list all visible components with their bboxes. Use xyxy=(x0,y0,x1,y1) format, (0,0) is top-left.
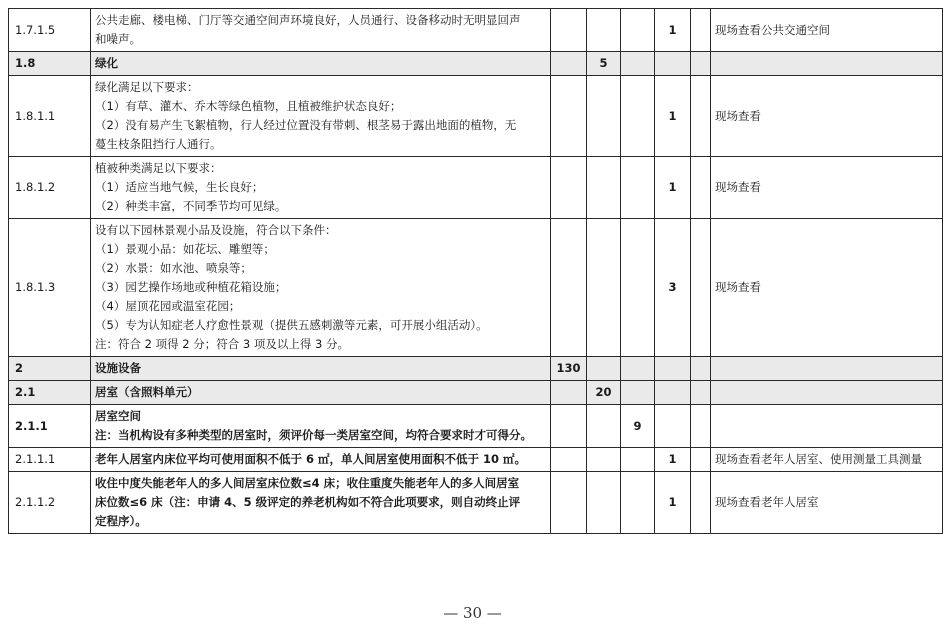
score2-cell xyxy=(587,157,621,219)
content-line: （3）园艺操作场地或种植花箱设施； xyxy=(95,280,287,294)
content-line: 公共走廊、楼电梯、门厅等交通空间声环境良好，人员通行、设备移动时无明显回声 xyxy=(95,13,521,27)
score4-cell xyxy=(655,405,691,448)
score3-cell: 9 xyxy=(621,405,655,448)
method-cell: 现场查看 xyxy=(711,157,943,219)
item-code: 2.1.1.2 xyxy=(9,472,91,534)
item-content xyxy=(91,448,551,472)
score3-cell xyxy=(621,357,655,381)
table-row xyxy=(9,472,943,534)
score1-cell: 130 xyxy=(551,357,587,381)
score1-cell xyxy=(551,9,587,52)
content-line: （4）屋顶花园或温室花园； xyxy=(95,299,241,313)
content-line: 植被种类满足以下要求： xyxy=(95,161,222,175)
table-row xyxy=(9,219,943,357)
method-cell xyxy=(711,52,943,76)
method-cell xyxy=(711,405,943,448)
table-row xyxy=(9,52,943,76)
score3-cell xyxy=(621,52,655,76)
score1-cell xyxy=(551,219,587,357)
table-row xyxy=(9,76,943,157)
evaluation-table xyxy=(8,8,943,534)
table-row xyxy=(9,157,943,219)
score4-cell: 1 xyxy=(655,76,691,157)
score1-cell xyxy=(551,381,587,405)
method-cell: 现场查看 xyxy=(711,219,943,357)
score4-cell: 3 xyxy=(655,219,691,357)
item-content xyxy=(91,52,551,76)
score3-cell xyxy=(621,157,655,219)
content-line: 注：符合 2 项得 2 分；符合 3 项及以上得 3 分。 xyxy=(95,337,350,351)
score2-cell: 5 xyxy=(587,52,621,76)
content-line: 收住中度失能老年人的多人间居室床位数≤4 床；收住重度失能老年人的多人间居室 xyxy=(95,476,520,490)
item-content xyxy=(91,405,551,448)
score3-cell xyxy=(621,381,655,405)
table-row xyxy=(9,405,943,448)
score2-cell xyxy=(587,472,621,534)
item-code: 1.8.1.1 xyxy=(9,76,91,157)
table-row xyxy=(9,9,943,52)
score1-cell xyxy=(551,52,587,76)
item-code: 1.8.1.3 xyxy=(9,219,91,357)
item-content xyxy=(91,219,551,357)
spacer-cell xyxy=(691,405,711,448)
content-line: 设有以下园林景观小品及设施，符合以下条件： xyxy=(95,223,337,237)
content-line: 居室（含照料单元） xyxy=(95,385,199,399)
method-cell: 现场查看 xyxy=(711,76,943,157)
method-cell xyxy=(711,357,943,381)
table-row xyxy=(9,381,943,405)
content-line: （2）种类丰富，不同季节均可见绿。 xyxy=(95,199,287,213)
score4-cell: 1 xyxy=(655,472,691,534)
spacer-cell xyxy=(691,157,711,219)
table-row xyxy=(9,357,943,381)
content-line: （2）没有易产生飞絮植物，行人经过位置没有带刺、根茎易于露出地面的植物，无 xyxy=(95,118,517,132)
content-line: 设施设备 xyxy=(95,361,141,375)
content-line: 绿化 xyxy=(95,56,118,70)
score2-cell: 20 xyxy=(587,381,621,405)
table-row xyxy=(9,448,943,472)
score4-cell xyxy=(655,52,691,76)
score4-cell xyxy=(655,357,691,381)
spacer-cell xyxy=(691,9,711,52)
item-content xyxy=(91,357,551,381)
score3-cell xyxy=(621,9,655,52)
score2-cell xyxy=(587,219,621,357)
score2-cell xyxy=(587,405,621,448)
method-cell: 现场查看老年人居室、使用测量工具测量 xyxy=(711,448,943,472)
score1-cell xyxy=(551,472,587,534)
content-line: 定程序）。 xyxy=(95,514,147,528)
content-line: 居室空间 xyxy=(95,409,141,423)
score1-cell xyxy=(551,405,587,448)
score2-cell xyxy=(587,357,621,381)
content-line: 和噪声。 xyxy=(95,32,141,46)
score3-cell xyxy=(621,76,655,157)
score3-cell xyxy=(621,219,655,357)
item-content xyxy=(91,9,551,52)
item-content xyxy=(91,472,551,534)
score2-cell xyxy=(587,76,621,157)
item-code: 2.1.1 xyxy=(9,405,91,448)
item-code: 2 xyxy=(9,357,91,381)
item-code: 1.8.1.2 xyxy=(9,157,91,219)
score4-cell: 1 xyxy=(655,157,691,219)
spacer-cell xyxy=(691,357,711,381)
score4-cell: 1 xyxy=(655,9,691,52)
content-line: （2）水景：如水池、喷泉等； xyxy=(95,261,252,275)
score4-cell: 1 xyxy=(655,448,691,472)
content-line: 老年人居室内床位平均可使用面积不低于 6 ㎡，单人间居室使用面积不低于 10 ㎡。 xyxy=(95,452,527,466)
spacer-cell xyxy=(691,448,711,472)
spacer-cell xyxy=(691,219,711,357)
content-line: 蔓生枝条阻挡行人通行。 xyxy=(95,137,222,151)
method-cell: 现场查看公共交通空间 xyxy=(711,9,943,52)
item-content xyxy=(91,381,551,405)
content-line: （1）适应当地气候，生长良好； xyxy=(95,180,264,194)
item-code: 2.1.1.1 xyxy=(9,448,91,472)
item-content xyxy=(91,157,551,219)
content-line: 绿化满足以下要求： xyxy=(95,80,199,94)
score1-cell xyxy=(551,76,587,157)
method-cell: 现场查看老年人居室 xyxy=(711,472,943,534)
item-code: 2.1 xyxy=(9,381,91,405)
item-content xyxy=(91,76,551,157)
page-number: — 30 — xyxy=(443,604,502,622)
score1-cell xyxy=(551,448,587,472)
score1-cell xyxy=(551,157,587,219)
item-code: 1.7.1.5 xyxy=(9,9,91,52)
score3-cell xyxy=(621,472,655,534)
score2-cell xyxy=(587,9,621,52)
content-line: （5）专为认知症老人疗愈性景观（提供五感刺激等元素，可开展小组活动）。 xyxy=(95,318,488,332)
score2-cell xyxy=(587,448,621,472)
content-line: 注：当机构设有多种类型的居室时，须评价每一类居室空间，均符合要求时才可得分。 xyxy=(95,428,532,442)
method-cell xyxy=(711,381,943,405)
spacer-cell xyxy=(691,381,711,405)
content-line: 床位数≤6 床（注：申请 4、5 级评定的养老机构如不符合此项要求，则自动终止评 xyxy=(95,495,521,509)
score3-cell xyxy=(621,448,655,472)
content-line: （1）景观小品：如花坛、雕塑等； xyxy=(95,242,275,256)
spacer-cell xyxy=(691,76,711,157)
item-code: 1.8 xyxy=(9,52,91,76)
content-line: （1）有草、灌木、乔木等绿色植物，且植被维护状态良好； xyxy=(95,99,402,113)
spacer-cell xyxy=(691,52,711,76)
score4-cell xyxy=(655,381,691,405)
spacer-cell xyxy=(691,472,711,534)
